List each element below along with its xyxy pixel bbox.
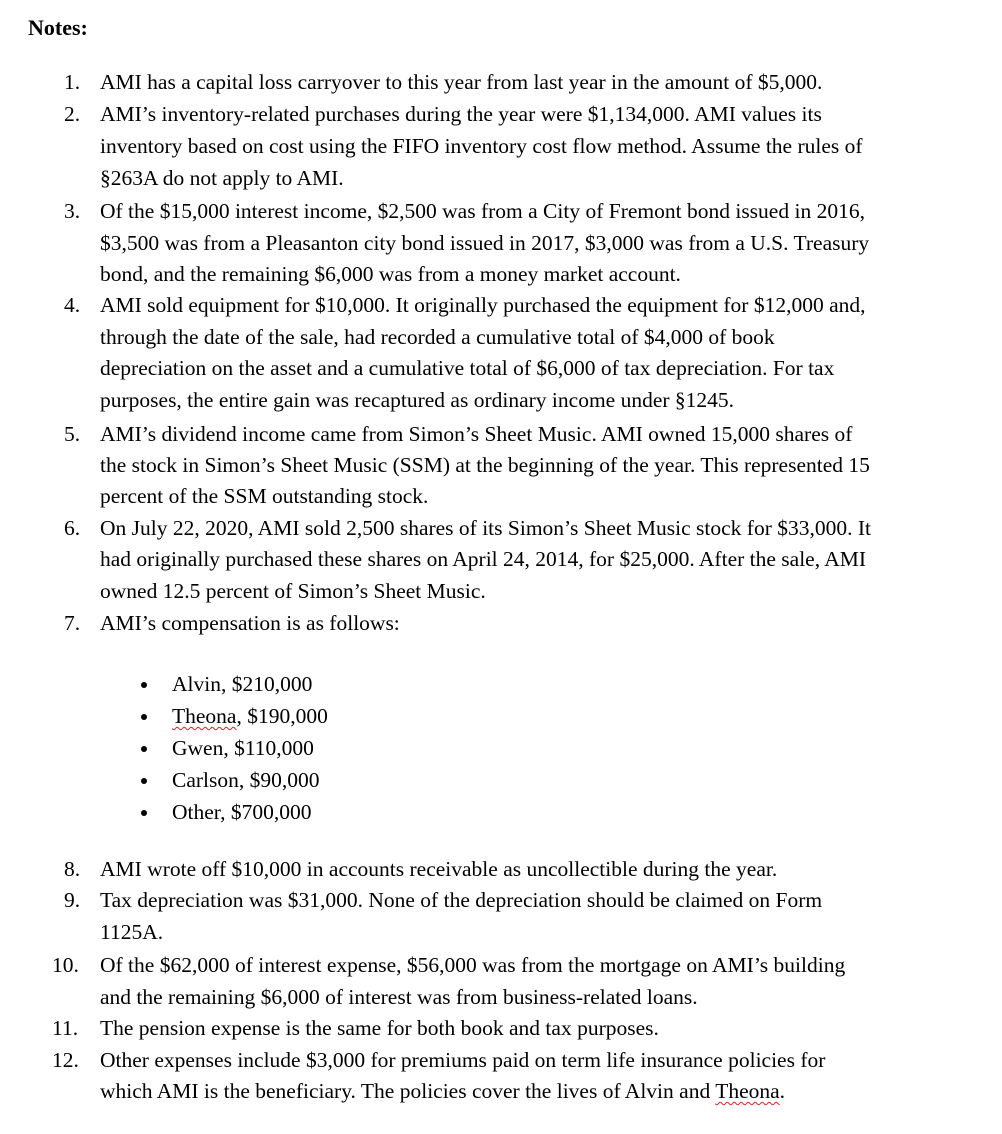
employee-name: Gwen: [172, 736, 224, 760]
employee-amount: , $210,000: [220, 672, 313, 696]
note-text-line: Of the $15,000 interest income, $2,500 was from a City of Fremont bond issued in 2016,: [100, 199, 865, 223]
employee-name: Alvin: [172, 672, 221, 696]
note-number: 1.: [64, 70, 81, 94]
note-text-line: AMI wrote off $10,000 in accounts receivable as uncollectible during the year.: [100, 857, 778, 881]
bullet-icon: [141, 746, 147, 752]
note-text-line: and the remaining $6,000 of interest was from business-related loans.: [100, 985, 698, 1009]
note-text-fragment: which AMI is the beneficiary. The policies cover the lives of Alvin and: [100, 1079, 716, 1103]
note-text-line: owned 12.5 percent of Simon’s Sheet Music.: [100, 579, 486, 603]
note-number: 10.: [52, 953, 79, 977]
note-text-line: the stock in Simon’s Sheet Music (SSM) at the beginning of the year. This represented 15: [100, 453, 870, 477]
note-text-line: percent of the SSM outstanding stock.: [100, 484, 429, 508]
employee-amount: , $90,000: [238, 768, 320, 792]
note-text-line: Of the $62,000 of interest expense, $56,000 was from the mortgage on AMI’s building: [100, 953, 846, 977]
note-text-line: AMI’s compensation is as follows:: [100, 611, 400, 635]
note-text-line: bond, and the remaining $6,000 was from a money market account.: [100, 262, 681, 286]
employee-amount: , $700,000: [220, 800, 312, 824]
employee-amount: , $110,000: [223, 736, 314, 760]
note-number: 9.: [64, 888, 81, 912]
bullet-icon: [141, 778, 147, 784]
note-number: 6.: [64, 516, 81, 540]
employee-name: Carlson: [172, 768, 239, 792]
note-text-line: inventory based on cost using the FIFO inventory cost flow method. Assume the rules of: [100, 134, 863, 158]
note-text-line: through the date of the sale, had recorded a cumulative total of $4,000 of book: [100, 325, 775, 349]
notes-heading: Notes:: [28, 15, 88, 40]
bullet-icon: [141, 810, 147, 816]
employee-name: Other: [172, 800, 221, 824]
note-text-line: 1125A.: [100, 920, 164, 944]
note-text-line: Tax depreciation was $31,000. None of the depreciation should be claimed on Form: [100, 888, 823, 912]
note-text-line: $3,500 was from a Pleasanton city bond issued in 2017, $3,000 was from a U.S. Treasury: [100, 231, 870, 255]
note-punctuation: .: [779, 1079, 786, 1103]
note-number: 4.: [64, 293, 81, 317]
bullet-icon: [141, 714, 147, 720]
note-text-line: purposes, the entire gain was recaptured as ordinary income under §1245.: [100, 388, 735, 412]
note-number: 8.: [64, 857, 81, 881]
note-text-line: Other expenses include $3,000 for premiums paid on term life insurance policies for: [100, 1048, 826, 1072]
employee-amount: , $190,000: [236, 704, 328, 728]
note-number: 2.: [64, 102, 81, 126]
note-text-line: AMI sold equipment for $10,000. It originally purchased the equipment for $12,000 and,: [100, 293, 866, 317]
note-text-line: AMI’s dividend income came from Simon’s Sheet Music. AMI owned 15,000 shares of: [100, 422, 853, 446]
note-text-line: [100, 1077, 785, 1105]
note-number: 12.: [52, 1048, 79, 1072]
note-number: 3.: [64, 199, 81, 223]
employee-name-spellcheck-flagged: Theona: [172, 704, 237, 728]
note-number: 7.: [64, 611, 81, 635]
note-text-line: AMI has a capital loss carryover to this year from last year in the amount of $5,000.: [100, 70, 823, 94]
bullet-icon: [141, 682, 147, 688]
note-text-line: depreciation on the asset and a cumulative total of $6,000 of tax depreciation. For tax: [100, 356, 835, 380]
note-text-line: AMI’s inventory-related purchases during the year were $1,134,000. AMI values its: [100, 102, 822, 126]
note-text-line: The pension expense is the same for both book and tax purposes.: [100, 1016, 659, 1040]
note-text-line: had originally purchased these shares on April 24, 2014, for $25,000. After the sale, AMI: [100, 547, 867, 571]
spellcheck-flagged-word: Theona: [715, 1079, 780, 1103]
note-text-line: §263A do not apply to AMI.: [100, 166, 344, 190]
note-text-line: On July 22, 2020, AMI sold 2,500 shares of its Simon’s Sheet Music stock for $33,000. It: [100, 516, 871, 540]
note-number: 5.: [64, 422, 81, 446]
note-number: 11.: [52, 1016, 79, 1040]
